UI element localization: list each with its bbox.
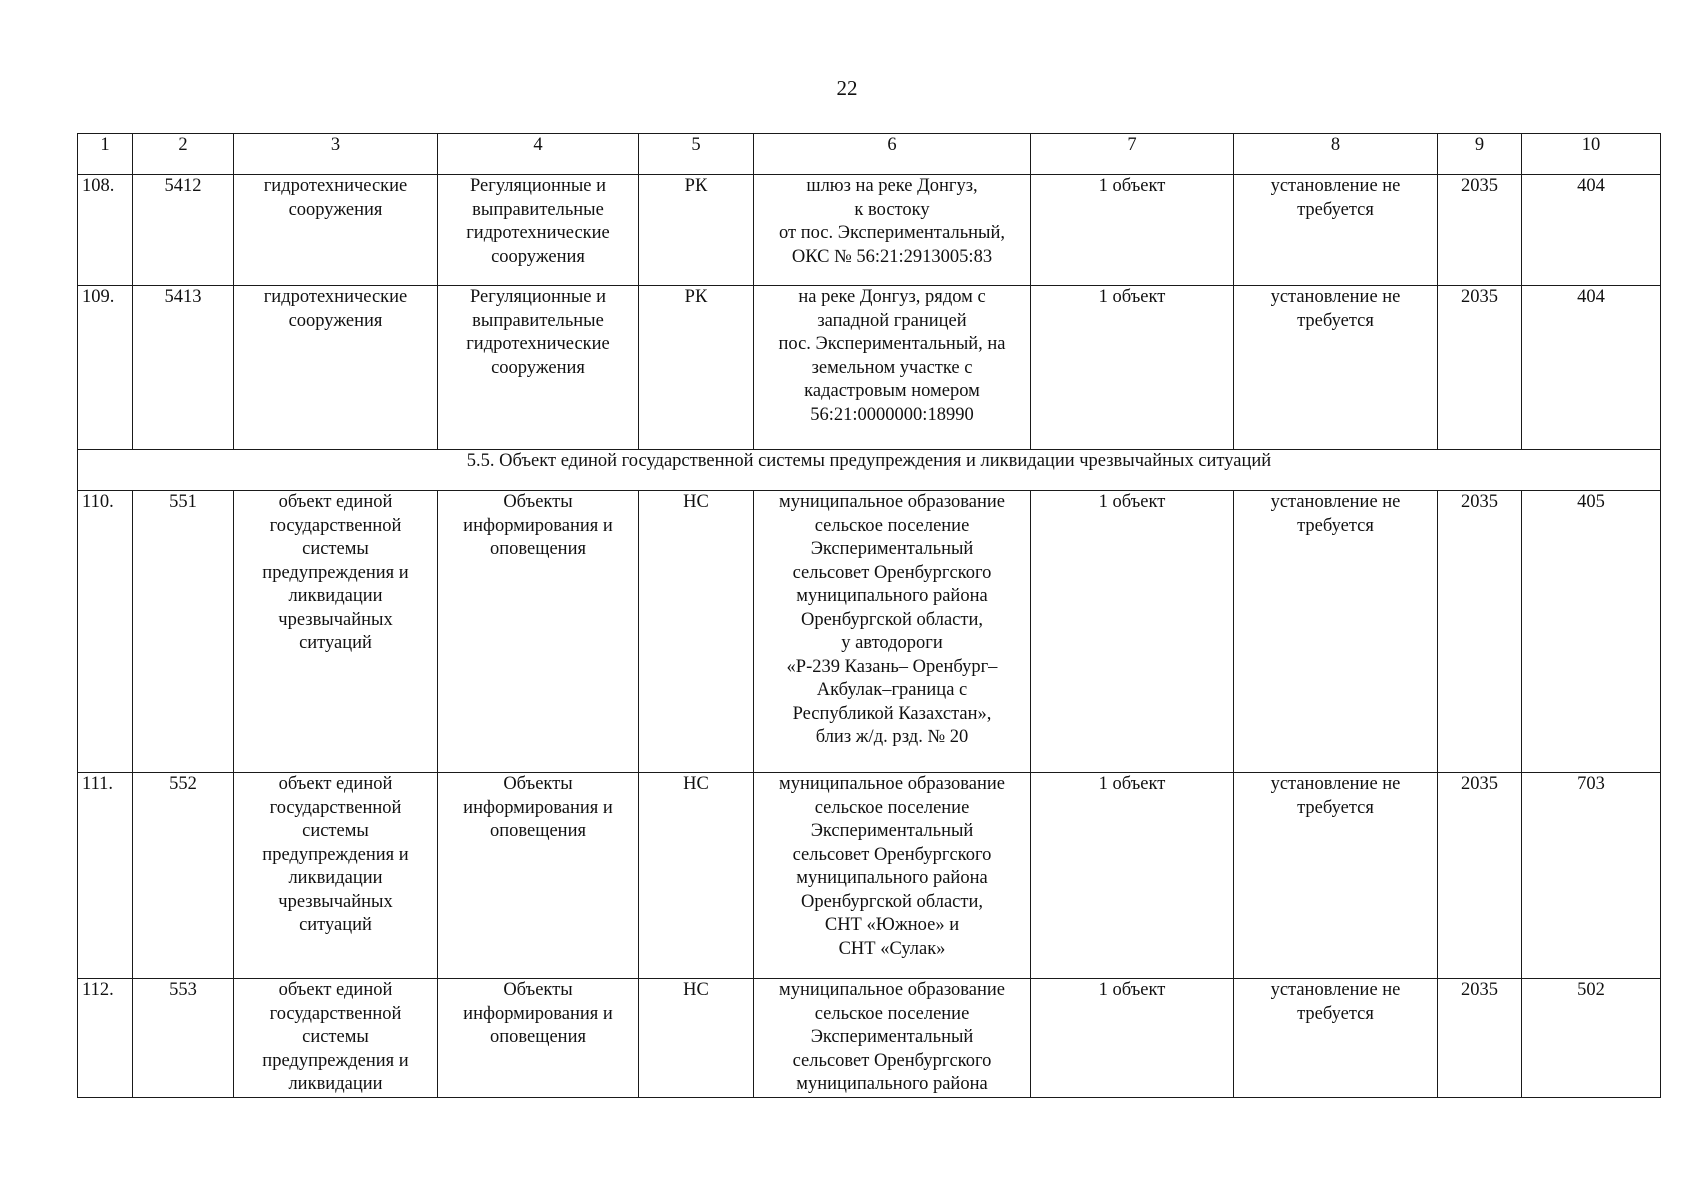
purpose-text: Регуляционные и выправительные гидротехнические сооружения xyxy=(466,287,610,378)
quantity-cell: 1 объект xyxy=(1031,979,1234,1098)
zone-cell xyxy=(1234,773,1438,979)
table-header-row xyxy=(78,134,1661,175)
status-cell: РК xyxy=(639,175,754,286)
code-cell: 551 xyxy=(133,491,234,773)
location-text: на реке Донгуз, рядом с западной границей пос. Экспериментальный, на земельном участке с кадастровым номером 56:21:0000000:18990 xyxy=(778,287,1006,425)
location-cell xyxy=(754,175,1031,286)
zone-cell xyxy=(1234,491,1438,773)
year-cell: 2035 xyxy=(1438,286,1522,450)
code-cell: 553 xyxy=(133,979,234,1098)
object-type-cell xyxy=(234,286,438,450)
location-cell xyxy=(754,979,1031,1098)
column-header: 1 xyxy=(78,134,133,175)
object-type-text: гидротехнические сооружения xyxy=(263,287,408,331)
purpose-cell xyxy=(438,286,639,450)
reference-cell: 404 xyxy=(1522,286,1661,450)
object-type-text: гидротехнические сооружения xyxy=(263,176,408,220)
zone-text: установление не требуется xyxy=(1270,287,1401,331)
table-row xyxy=(78,979,1661,1098)
column-header: 9 xyxy=(1438,134,1522,175)
page-number: 22 xyxy=(836,76,858,100)
zone-text: установление не требуется xyxy=(1270,492,1401,536)
year-cell: 2035 xyxy=(1438,979,1522,1098)
zone-cell xyxy=(1234,979,1438,1098)
code-cell: 5412 xyxy=(133,175,234,286)
column-header: 8 xyxy=(1234,134,1438,175)
quantity-cell: 1 объект xyxy=(1031,773,1234,979)
code-cell: 5413 xyxy=(133,286,234,450)
table-row xyxy=(78,491,1661,773)
status-cell: НС xyxy=(639,773,754,979)
zone-cell xyxy=(1234,175,1438,286)
table-row xyxy=(78,175,1661,286)
reference-cell: 405 xyxy=(1522,491,1661,773)
year-cell: 2035 xyxy=(1438,773,1522,979)
reference-cell: 703 xyxy=(1522,773,1661,979)
location-text: муниципальное образование сельское поселение Экспериментальный сельсовет Оренбургского муниципального района xyxy=(778,980,1005,1094)
purpose-text: Объекты информирования и оповещения xyxy=(463,492,613,559)
column-header: 6 xyxy=(754,134,1031,175)
zone-text: установление не требуется xyxy=(1270,176,1401,220)
objects-table xyxy=(77,133,1661,1098)
location-cell xyxy=(754,491,1031,773)
row-number-cell: 112. xyxy=(78,979,133,1098)
row-number-cell: 111. xyxy=(78,773,133,979)
section-row xyxy=(78,450,1661,491)
object-type-cell xyxy=(234,491,438,773)
object-type-text: объект единой государственной системы предупреждения и ликвидации чрезвычайных ситуаций xyxy=(262,492,409,653)
zone-cell xyxy=(1234,286,1438,450)
reference-cell: 502 xyxy=(1522,979,1661,1098)
status-cell: РК xyxy=(639,286,754,450)
section-title: 5.5. Объект единой государственной системы предупреждения и ликвидации чрезвычайных ситуаций xyxy=(78,450,1661,491)
column-header: 10 xyxy=(1522,134,1661,175)
location-cell xyxy=(754,286,1031,450)
column-header: 7 xyxy=(1031,134,1234,175)
location-text: муниципальное образование сельское поселение Экспериментальный сельсовет Оренбургского муниципального района Оренбургской области, у автодороги «Р-239 Казань– Оренбург– Акбулак–граница с Республикой Казахстан», близ ж/д. рзд. № 20 xyxy=(778,492,1005,747)
quantity-cell: 1 объект xyxy=(1031,286,1234,450)
column-header: 2 xyxy=(133,134,234,175)
quantity-cell: 1 объект xyxy=(1031,175,1234,286)
location-text: муниципальное образование сельское поселение Экспериментальный сельсовет Оренбургского муниципального района Оренбургской области, СНТ «Южное» и СНТ «Сулак» xyxy=(778,774,1005,959)
column-header: 4 xyxy=(438,134,639,175)
object-type-text: объект единой государственной системы предупреждения и ликвидации чрезвычайных ситуаций xyxy=(262,774,409,935)
table-row xyxy=(78,286,1661,450)
status-cell: НС xyxy=(639,979,754,1098)
purpose-text: Объекты информирования и оповещения xyxy=(463,774,613,841)
purpose-cell xyxy=(438,979,639,1098)
column-header: 5 xyxy=(639,134,754,175)
year-cell: 2035 xyxy=(1438,175,1522,286)
object-type-text: объект единой государственной системы предупреждения и ликвидации xyxy=(262,980,409,1094)
row-number-cell: 110. xyxy=(78,491,133,773)
status-cell: НС xyxy=(639,491,754,773)
zone-text: установление не требуется xyxy=(1270,980,1401,1024)
purpose-text: Регуляционные и выправительные гидротехнические сооружения xyxy=(466,176,610,267)
location-cell xyxy=(754,773,1031,979)
row-number-cell: 108. xyxy=(78,175,133,286)
purpose-cell xyxy=(438,773,639,979)
location-text: шлюз на реке Донгуз, к востоку от пос. Экспериментальный, ОКС № 56:21:2913005:83 xyxy=(778,176,1006,267)
purpose-text: Объекты информирования и оповещения xyxy=(463,980,613,1047)
reference-cell: 404 xyxy=(1522,175,1661,286)
quantity-cell: 1 объект xyxy=(1031,491,1234,773)
object-type-cell xyxy=(234,773,438,979)
column-header: 3 xyxy=(234,134,438,175)
purpose-cell xyxy=(438,491,639,773)
code-cell: 552 xyxy=(133,773,234,979)
year-cell: 2035 xyxy=(1438,491,1522,773)
table-row xyxy=(78,773,1661,979)
object-type-cell xyxy=(234,979,438,1098)
purpose-cell xyxy=(438,175,639,286)
object-type-cell xyxy=(234,175,438,286)
zone-text: установление не требуется xyxy=(1270,774,1401,818)
row-number-cell: 109. xyxy=(78,286,133,450)
